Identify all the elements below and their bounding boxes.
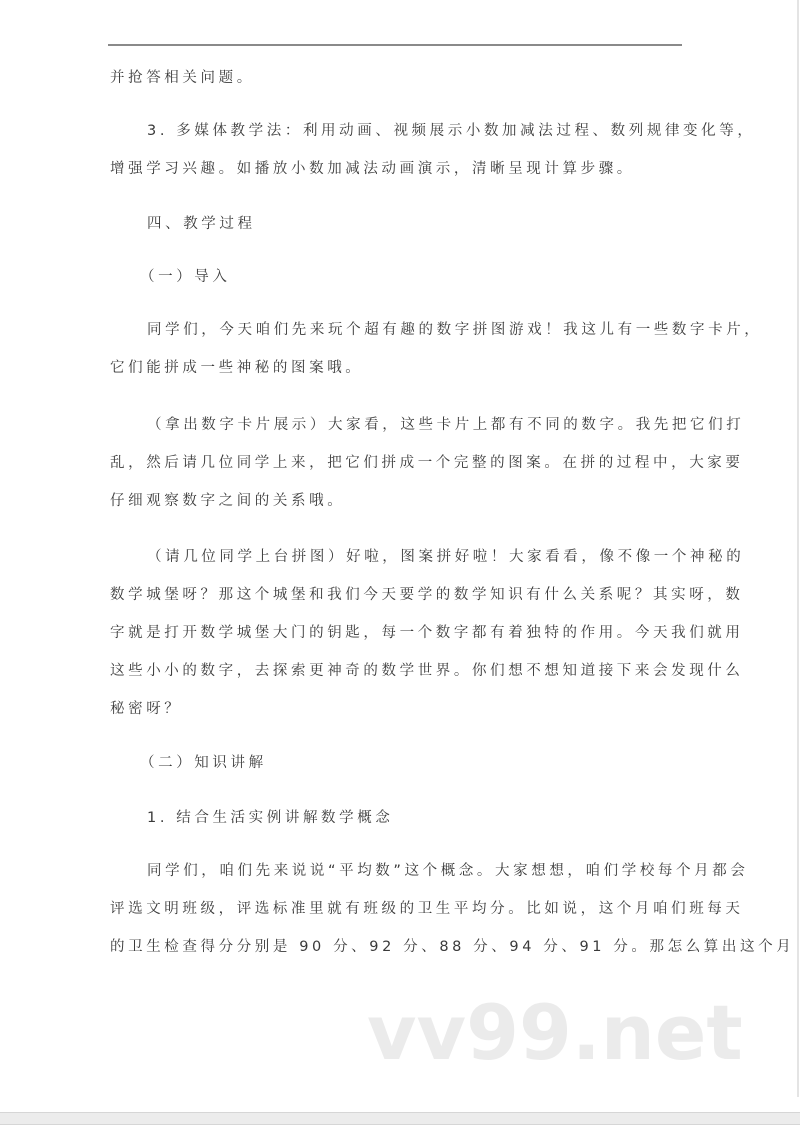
text-line: 的卫生检查得分分别是 90 分、92 分、88 分、94 分、91 分。那怎么算出这个月 — [110, 939, 795, 955]
text-line: 同学们，今天咱们先来玩个超有趣的数字拼图游戏！我这儿有一些数字卡片， — [147, 322, 763, 338]
page-separator — [0, 1112, 800, 1125]
text-line: （拿出数字卡片展示）大家看，这些卡片上都有不同的数字。我先把它们打 — [147, 417, 745, 433]
text-line: 它们能拼成一些神秘的图案哦。 — [110, 360, 364, 376]
text-line: 四、教学过程 — [147, 216, 256, 232]
watermark: vv99.net — [367, 988, 743, 1077]
header-rule — [108, 44, 682, 46]
text-line: 评选文明班级，评选标准里就有班级的卫生平均分。比如说，这个月咱们班每天 — [110, 901, 744, 917]
text-line: 增强学习兴趣。如播放小数加减法动画演示，清晰呈现计算步骤。 — [110, 161, 635, 177]
text-line: 仔细观察数字之间的关系哦。 — [110, 493, 346, 509]
text-line: 字就是打开数学城堡大门的钥匙，每一个数字都有着独特的作用。今天我们就用 — [110, 625, 744, 641]
text-line: 1. 结合生活实例讲解数学概念 — [147, 810, 394, 826]
text-line: 数学城堡呀？那这个城堡和我们今天要学的数学知识有什么关系呢？其实呀，数 — [110, 587, 744, 603]
text-line: 同学们，咱们先来说说“平均数”这个概念。大家想想，咱们学校每个月都会 — [147, 863, 749, 879]
text-line: （请几位同学上台拼图）好啦，图案拼好啦！大家看看，像不像一个神秘的 — [147, 549, 745, 565]
text-line: 并抢答相关问题。 — [110, 70, 255, 86]
text-line: （一）导入 — [140, 269, 231, 285]
text-line: （二）知识讲解 — [140, 755, 267, 771]
text-line: 秘密呀？ — [110, 701, 183, 717]
text-line: 3. 多媒体教学法：利用动画、视频展示小数加减法过程、数列规律变化等， — [147, 123, 756, 139]
text-line: 乱，然后请几位同学上来，把它们拼成一个完整的图案。在拼的过程中，大家要 — [110, 455, 744, 471]
text-line: 这些小小的数字，去探索更神奇的数学世界。你们想不想知道接下来会发现什么 — [110, 663, 744, 679]
